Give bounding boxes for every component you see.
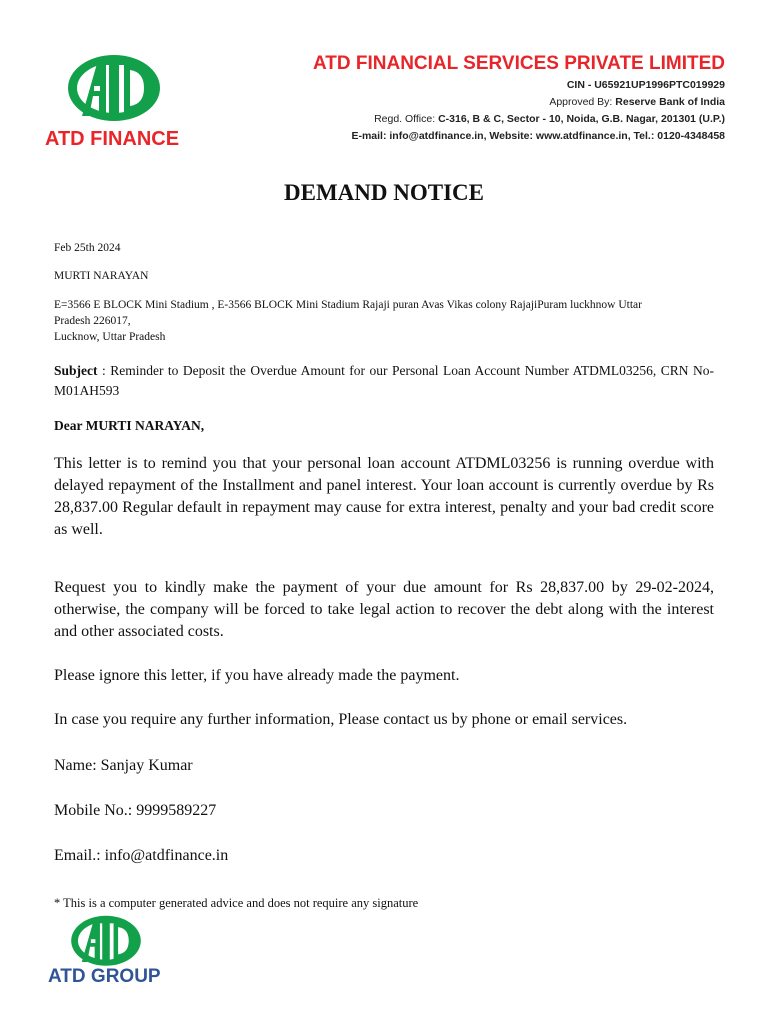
paragraph-contact-info: In case you require any further information, Please contact us by phone or email services. — [54, 711, 628, 728]
recipient-name: MURTI NARAYAN — [54, 270, 149, 282]
approved-by: Approved By: Reserve Bank of India — [549, 96, 725, 108]
salutation: Dear MURTI NARAYAN, — [54, 418, 205, 433]
footnote: * This is a computer generated advice and does not require any signature — [54, 896, 419, 910]
notice-date: Feb 25th 2024 — [54, 242, 121, 254]
logo-brand-text: ATD FINANCE — [45, 128, 180, 150]
registered-office: Regd. Office: C-316, B & C, Sector - 10, Noida, G.B. Nagar, 201301 (U.P.) — [374, 113, 725, 125]
footer-brand-text: ATD GROUP — [48, 966, 161, 987]
recipient-address: E=3566 E BLOCK Mini Stadium , E-3566 BLOCK Mini Stadium Rajaji puran Avas Vikas colony RajajiPuram luckhnow Uttar Pradesh 226017, Lucknow, Uttar Pradesh — [54, 299, 642, 343]
paragraph-overdue-reminder: This letter is to remind you that your personal loan account ATDML03256 is running overdue with delayed repayment of the Installment and panel interest. Your loan account is currently overdue by Rs 28,837.00 Regular default in repayment may cause for extra interest, penalty and your bad credit score as well. — [54, 455, 714, 538]
atd-group-logo-icon — [66, 912, 146, 968]
contact-details: E-mail: info@atdfinance.in, Website: www.atdfinance.in, Tel.: 0120-4348458 — [351, 130, 725, 142]
atd-finance-logo-icon — [64, 50, 164, 124]
page-title: DEMAND NOTICE — [284, 180, 484, 205]
paragraph-payment-request: Request you to kindly make the payment of your due amount for Rs 28,837.00 by 29-02-2024, otherwise, the company will be forced to take legal action to recover the debt along with the interest and other associated costs. — [54, 579, 714, 640]
subject-line: Subject : Reminder to Deposit the Overdue Amount for our Personal Loan Account Number ATDML03256, CRN No- M01AH593 — [54, 363, 714, 398]
cin-number: CIN - U65921UP1996PTC019929 — [566, 79, 725, 91]
paragraph-ignore-if-paid: Please ignore this letter, if you have already made the payment. — [54, 667, 460, 684]
company-name: ATD FINANCIAL SERVICES PRIVATE LIMITED — [312, 53, 725, 74]
contact-name: Name: Sanjay Kumar — [54, 757, 193, 774]
contact-mobile: Mobile No.: 9999589227 — [54, 802, 217, 819]
contact-email: Email.: info@atdfinance.in — [54, 847, 229, 864]
